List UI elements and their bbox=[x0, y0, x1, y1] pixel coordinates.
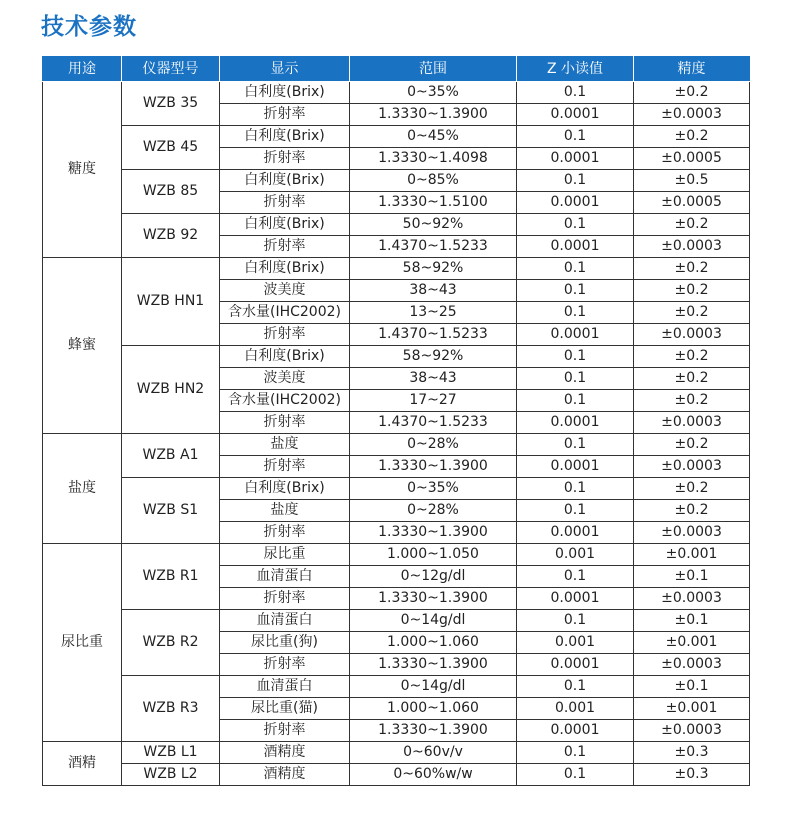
model-cell: WZB R3 bbox=[122, 676, 220, 742]
display-cell: 酒精度 bbox=[220, 742, 350, 764]
min-reading-cell: 0.0001 bbox=[517, 720, 634, 742]
display-cell: 波美度 bbox=[220, 368, 350, 390]
table-row bbox=[43, 126, 750, 148]
min-reading-cell: 0.1 bbox=[517, 170, 634, 192]
accuracy-cell: ±0.0003 bbox=[634, 720, 750, 742]
accuracy-cell: ±0.2 bbox=[634, 368, 750, 390]
range-cell: 58~92% bbox=[350, 258, 517, 280]
range-cell: 1.000~1.060 bbox=[350, 698, 517, 720]
display-cell: 白利度(Brix) bbox=[220, 258, 350, 280]
min-reading-cell: 0.1 bbox=[517, 764, 634, 786]
header-min-reading: Z 小读值 bbox=[517, 57, 634, 82]
range-cell: 0~35% bbox=[350, 82, 517, 104]
range-cell: 1.4370~1.5233 bbox=[350, 236, 517, 258]
header-display: 显示 bbox=[220, 57, 350, 82]
accuracy-cell: ±0.0003 bbox=[634, 456, 750, 478]
display-cell: 尿比重 bbox=[220, 544, 350, 566]
range-cell: 1.3330~1.5100 bbox=[350, 192, 517, 214]
table-row bbox=[43, 742, 750, 764]
range-cell: 1.000~1.060 bbox=[350, 632, 517, 654]
range-cell: 0~60%w/w bbox=[350, 764, 517, 786]
model-cell: WZB 35 bbox=[122, 82, 220, 126]
accuracy-cell: ±0.001 bbox=[634, 632, 750, 654]
display-cell: 折射率 bbox=[220, 522, 350, 544]
min-reading-cell: 0.0001 bbox=[517, 236, 634, 258]
model-cell: WZB R2 bbox=[122, 610, 220, 676]
display-cell: 折射率 bbox=[220, 654, 350, 676]
min-reading-cell: 0.1 bbox=[517, 676, 634, 698]
range-cell: 58~92% bbox=[350, 346, 517, 368]
model-cell: WZB 92 bbox=[122, 214, 220, 258]
min-reading-cell: 0.0001 bbox=[517, 192, 634, 214]
min-reading-cell: 0.1 bbox=[517, 126, 634, 148]
min-reading-cell: 0.1 bbox=[517, 434, 634, 456]
min-reading-cell: 0.1 bbox=[517, 742, 634, 764]
accuracy-cell: ±0.2 bbox=[634, 390, 750, 412]
model-cell: WZB HN2 bbox=[122, 346, 220, 434]
range-cell: 1.3330~1.3900 bbox=[350, 456, 517, 478]
table-row bbox=[43, 610, 750, 632]
spec-table bbox=[42, 56, 750, 786]
display-cell: 含水量(IHC2002) bbox=[220, 390, 350, 412]
usage-cell: 盐度 bbox=[43, 434, 122, 544]
range-cell: 1.3330~1.3900 bbox=[350, 588, 517, 610]
accuracy-cell: ±0.0003 bbox=[634, 236, 750, 258]
model-cell: WZB A1 bbox=[122, 434, 220, 478]
display-cell: 盐度 bbox=[220, 500, 350, 522]
header-range: 范围 bbox=[350, 57, 517, 82]
model-cell: WZB HN1 bbox=[122, 258, 220, 346]
table-row bbox=[43, 544, 750, 566]
display-cell: 白利度(Brix) bbox=[220, 478, 350, 500]
accuracy-cell: ±0.2 bbox=[634, 82, 750, 104]
min-reading-cell: 0.1 bbox=[517, 610, 634, 632]
usage-cell: 尿比重 bbox=[43, 544, 122, 742]
min-reading-cell: 0.1 bbox=[517, 478, 634, 500]
table-row bbox=[43, 676, 750, 698]
accuracy-cell: ±0.2 bbox=[634, 258, 750, 280]
range-cell: 1.3330~1.3900 bbox=[350, 522, 517, 544]
model-cell: WZB R1 bbox=[122, 544, 220, 610]
range-cell: 50~92% bbox=[350, 214, 517, 236]
header-accuracy: 精度 bbox=[634, 57, 750, 82]
min-reading-cell: 0.001 bbox=[517, 544, 634, 566]
display-cell: 折射率 bbox=[220, 412, 350, 434]
accuracy-cell: ±0.3 bbox=[634, 742, 750, 764]
min-reading-cell: 0.1 bbox=[517, 566, 634, 588]
display-cell: 折射率 bbox=[220, 192, 350, 214]
range-cell: 1.3330~1.3900 bbox=[350, 720, 517, 742]
min-reading-cell: 0.1 bbox=[517, 258, 634, 280]
min-reading-cell: 0.0001 bbox=[517, 324, 634, 346]
display-cell: 折射率 bbox=[220, 148, 350, 170]
min-reading-cell: 0.0001 bbox=[517, 588, 634, 610]
accuracy-cell: ±0.2 bbox=[634, 346, 750, 368]
range-cell: 1.4370~1.5233 bbox=[350, 324, 517, 346]
range-cell: 0~28% bbox=[350, 434, 517, 456]
range-cell: 17~27 bbox=[350, 390, 517, 412]
accuracy-cell: ±0.0003 bbox=[634, 588, 750, 610]
display-cell: 白利度(Brix) bbox=[220, 346, 350, 368]
accuracy-cell: ±0.0003 bbox=[634, 324, 750, 346]
display-cell: 折射率 bbox=[220, 720, 350, 742]
table-row bbox=[43, 764, 750, 786]
display-cell: 折射率 bbox=[220, 588, 350, 610]
min-reading-cell: 0.0001 bbox=[517, 654, 634, 676]
usage-cell: 蜂蜜 bbox=[43, 258, 122, 434]
table-header-row bbox=[43, 57, 750, 82]
table-row bbox=[43, 82, 750, 104]
accuracy-cell: ±0.1 bbox=[634, 566, 750, 588]
min-reading-cell: 0.1 bbox=[517, 280, 634, 302]
range-cell: 1.4370~1.5233 bbox=[350, 412, 517, 434]
min-reading-cell: 0.1 bbox=[517, 346, 634, 368]
min-reading-cell: 0.1 bbox=[517, 390, 634, 412]
accuracy-cell: ±0.0005 bbox=[634, 148, 750, 170]
range-cell: 0~85% bbox=[350, 170, 517, 192]
display-cell: 酒精度 bbox=[220, 764, 350, 786]
accuracy-cell: ±0.2 bbox=[634, 478, 750, 500]
header-usage: 用途 bbox=[43, 57, 122, 82]
display-cell: 尿比重(猫) bbox=[220, 698, 350, 720]
min-reading-cell: 0.001 bbox=[517, 698, 634, 720]
range-cell: 0~45% bbox=[350, 126, 517, 148]
accuracy-cell: ±0.2 bbox=[634, 302, 750, 324]
table-row bbox=[43, 478, 750, 500]
range-cell: 0~14g/dl bbox=[350, 610, 517, 632]
accuracy-cell: ±0.1 bbox=[634, 610, 750, 632]
range-cell: 13~25 bbox=[350, 302, 517, 324]
display-cell: 折射率 bbox=[220, 456, 350, 478]
min-reading-cell: 0.1 bbox=[517, 500, 634, 522]
min-reading-cell: 0.0001 bbox=[517, 412, 634, 434]
usage-cell: 糖度 bbox=[43, 82, 122, 258]
range-cell: 38~43 bbox=[350, 368, 517, 390]
display-cell: 盐度 bbox=[220, 434, 350, 456]
display-cell: 白利度(Brix) bbox=[220, 214, 350, 236]
range-cell: 1.3330~1.3900 bbox=[350, 654, 517, 676]
table-row bbox=[43, 434, 750, 456]
min-reading-cell: 0.0001 bbox=[517, 148, 634, 170]
accuracy-cell: ±0.2 bbox=[634, 500, 750, 522]
model-cell: WZB L2 bbox=[122, 764, 220, 786]
accuracy-cell: ±0.2 bbox=[634, 126, 750, 148]
accuracy-cell: ±0.5 bbox=[634, 170, 750, 192]
accuracy-cell: ±0.0003 bbox=[634, 412, 750, 434]
display-cell: 白利度(Brix) bbox=[220, 82, 350, 104]
model-cell: WZB 45 bbox=[122, 126, 220, 170]
range-cell: 0~60v/v bbox=[350, 742, 517, 764]
accuracy-cell: ±0.001 bbox=[634, 544, 750, 566]
display-cell: 血清蛋白 bbox=[220, 610, 350, 632]
display-cell: 折射率 bbox=[220, 324, 350, 346]
range-cell: 38~43 bbox=[350, 280, 517, 302]
table-row bbox=[43, 170, 750, 192]
accuracy-cell: ±0.0005 bbox=[634, 192, 750, 214]
min-reading-cell: 0.0001 bbox=[517, 522, 634, 544]
accuracy-cell: ±0.0003 bbox=[634, 654, 750, 676]
display-cell: 折射率 bbox=[220, 236, 350, 258]
table-body bbox=[43, 82, 750, 786]
accuracy-cell: ±0.2 bbox=[634, 280, 750, 302]
min-reading-cell: 0.001 bbox=[517, 632, 634, 654]
page-title: 技术参数 bbox=[41, 14, 137, 40]
min-reading-cell: 0.1 bbox=[517, 82, 634, 104]
table-row bbox=[43, 214, 750, 236]
table-row bbox=[43, 258, 750, 280]
display-cell: 白利度(Brix) bbox=[220, 170, 350, 192]
accuracy-cell: ±0.0003 bbox=[634, 104, 750, 126]
range-cell: 1.000~1.050 bbox=[350, 544, 517, 566]
min-reading-cell: 0.0001 bbox=[517, 456, 634, 478]
accuracy-cell: ±0.0003 bbox=[634, 522, 750, 544]
accuracy-cell: ±0.2 bbox=[634, 434, 750, 456]
display-cell: 尿比重(狗) bbox=[220, 632, 350, 654]
table-row bbox=[43, 346, 750, 368]
range-cell: 0~14g/dl bbox=[350, 676, 517, 698]
display-cell: 含水量(IHC2002) bbox=[220, 302, 350, 324]
model-cell: WZB L1 bbox=[122, 742, 220, 764]
range-cell: 1.3330~1.4098 bbox=[350, 148, 517, 170]
min-reading-cell: 0.0001 bbox=[517, 104, 634, 126]
min-reading-cell: 0.1 bbox=[517, 302, 634, 324]
model-cell: WZB S1 bbox=[122, 478, 220, 544]
range-cell: 1.3330~1.3900 bbox=[350, 104, 517, 126]
accuracy-cell: ±0.001 bbox=[634, 698, 750, 720]
display-cell: 血清蛋白 bbox=[220, 566, 350, 588]
accuracy-cell: ±0.1 bbox=[634, 676, 750, 698]
display-cell: 白利度(Brix) bbox=[220, 126, 350, 148]
header-model: 仪器型号 bbox=[122, 57, 220, 82]
usage-cell: 酒精 bbox=[43, 742, 122, 786]
range-cell: 0~35% bbox=[350, 478, 517, 500]
accuracy-cell: ±0.2 bbox=[634, 214, 750, 236]
min-reading-cell: 0.1 bbox=[517, 368, 634, 390]
range-cell: 0~12g/dl bbox=[350, 566, 517, 588]
display-cell: 血清蛋白 bbox=[220, 676, 350, 698]
display-cell: 折射率 bbox=[220, 104, 350, 126]
range-cell: 0~28% bbox=[350, 500, 517, 522]
display-cell: 波美度 bbox=[220, 280, 350, 302]
model-cell: WZB 85 bbox=[122, 170, 220, 214]
accuracy-cell: ±0.3 bbox=[634, 764, 750, 786]
min-reading-cell: 0.1 bbox=[517, 214, 634, 236]
